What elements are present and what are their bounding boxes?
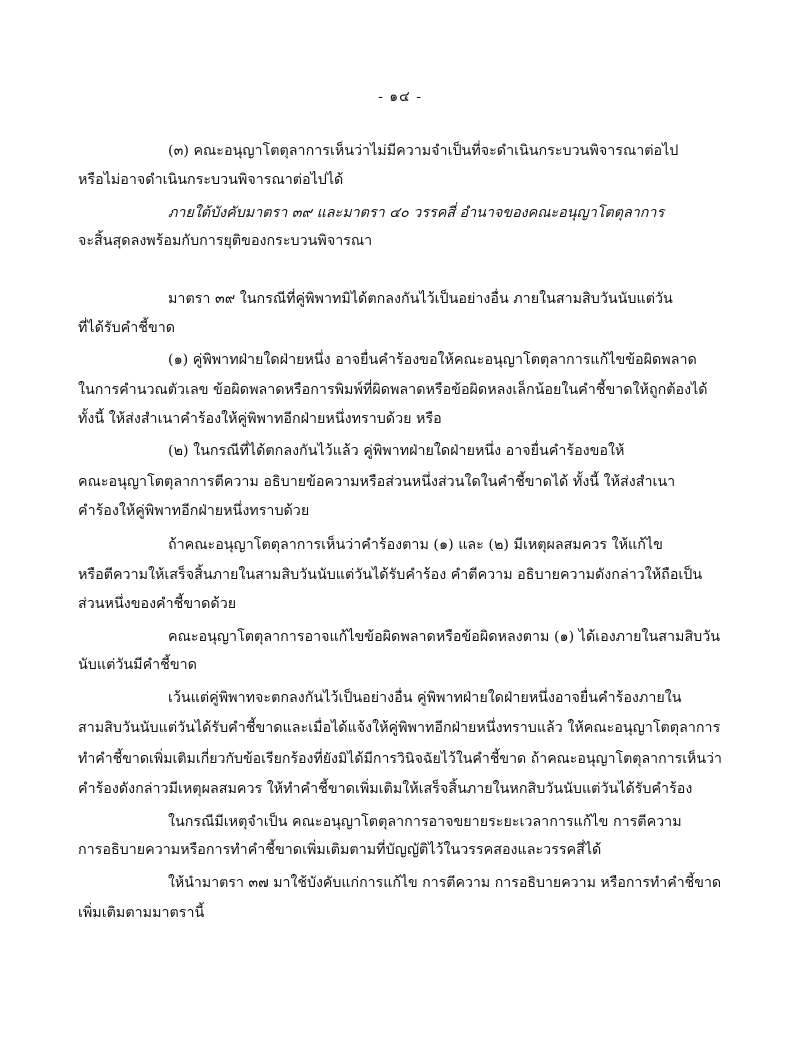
text-line: คณะอนุญาโตตุลาการอาจแก้ไขข้อผิดพลาดหรือข้อผิดหลงตาม (๑) ได้เองภายในสามสิบวัน — [168, 629, 721, 645]
page-number: - ๑๔ - — [378, 89, 422, 105]
text-line: ให้นำมาตรา ๓๗ มาใช้บังคับแก่การแก้ไข การตีความ การอธิบายความ หรือการทำคำชี้ขาด — [168, 875, 722, 891]
text-line: ทั้งนี้ ให้ส่งสำเนาคำร้องให้คู่พิพาทอีกฝ่ายหนึ่งทราบด้วย หรือ — [78, 411, 442, 427]
text-line: (๒) ในกรณีที่ได้ตกลงกันไว้แล้ว คู่พิพาทฝ่ายใดฝ่ายหนึ่ง อาจยื่นคำร้องขอให้ — [168, 443, 625, 459]
text-line: ในกรณีมีเหตุจำเป็น คณะอนุญาโตตุลาการอาจขยายระยะเวลาการแก้ไข การตีความ — [168, 814, 682, 830]
text-line: นับแต่วันมีคำชี้ขาด — [78, 657, 197, 673]
text-line: เพิ่มเติมตามมาตรานี้ — [78, 905, 205, 921]
text-line: ทำคำชี้ขาดเพิ่มเติมเกี่ยวกับข้อเรียกร้องที่ยังมิได้มีการวินิจฉัยไว้ในคำชี้ขาด ถ้าคณะอนุญาโตตุลาการเห็นว่า — [78, 751, 722, 767]
text-line: คณะอนุญาโตตุลาการตีความ อธิบายข้อความหรือส่วนหนึ่งส่วนใดในคำชี้ขาดได้ ทั้งนี้ ให้ส่งสำเนา — [78, 474, 676, 490]
text-line: คำร้องดังกล่าวมีเหตุผลสมควร ให้ทำคำชี้ขาดเพิ่มเติมให้เสร็จสิ้นภายในหกสิบวันนับแต่วันได้รับคำร้อง — [78, 781, 693, 797]
text-line: ส่วนหนึ่งของคำชี้ขาดด้วย — [78, 596, 237, 612]
text-line: (๑) คู่พิพาทฝ่ายใดฝ่ายหนึ่ง อาจยื่นคำร้องขอให้คณะอนุญาโตตุลาการแก้ไขข้อผิดพลาด — [168, 352, 697, 368]
text-line: เว้นแต่คู่พิพาทจะตกลงกันไว้เป็นอย่างอื่น คู่พิพาทฝ่ายใดฝ่ายหนึ่งอาจยื่นคำร้องภายใน — [168, 690, 682, 706]
text-line: (๓) คณะอนุญาโตตุลาการเห็นว่าไม่มีความจำเป็นที่จะดำเนินกระบวนพิจารณาต่อไป — [168, 143, 679, 159]
text-line: การอธิบายความหรือการทำคำชี้ขาดเพิ่มเติมตามที่บัญญัติไว้ในวรรคสองและวรรคสี่ได้ — [78, 842, 602, 858]
text-line: คำร้องให้คู่พิพาทอีกฝ่ายหนึ่งทราบด้วย — [78, 503, 310, 519]
text-line: จะสิ้นสุดลงพร้อมกับการยุติของกระบวนพิจารณา — [78, 233, 373, 249]
text-line: หรือไม่อาจดำเนินกระบวนพิจารณาต่อไปได้ — [78, 172, 344, 188]
text-line: ภายใต้บังคับมาตรา ๓๙ และมาตรา ๔๐ วรรคสี่ อำนาจของคณะอนุญาโตตุลาการ — [168, 205, 665, 221]
text-line: ถ้าคณะอนุญาโตตุลาการเห็นว่าคำร้องตาม (๑) และ (๒) มีเหตุผลสมควร ให้แก้ไข — [168, 537, 663, 553]
text-line: ที่ได้รับคำชี้ขาด — [78, 320, 176, 336]
text-line: หรือตีความให้เสร็จสิ้นภายในสามสิบวันนับแต่วันได้รับคำร้อง คำตีความ อธิบายความดังกล่าวให้ถือเป็น — [78, 567, 703, 583]
text-line: ในการคำนวณตัวเลข ข้อผิดพลาดหรือการพิมพ์ที่ผิดพลาดหรือข้อผิดหลงเล็กน้อยในคำชี้ขาดให้ถูกต้องได้ — [78, 382, 708, 398]
text-line: มาตรา ๓๙ ในกรณีที่คู่พิพาทมิได้ตกลงกันไว้เป็นอย่างอื่น ภายในสามสิบวันนับแต่วัน — [168, 291, 673, 307]
text-line: สามสิบวันนับแต่วันได้รับคำชี้ขาดและเมื่อได้แจ้งให้คู่พิพาทอีกฝ่ายหนึ่งทราบแล้ว ให้คณะอนุญาโตตุลาการ — [78, 720, 721, 736]
